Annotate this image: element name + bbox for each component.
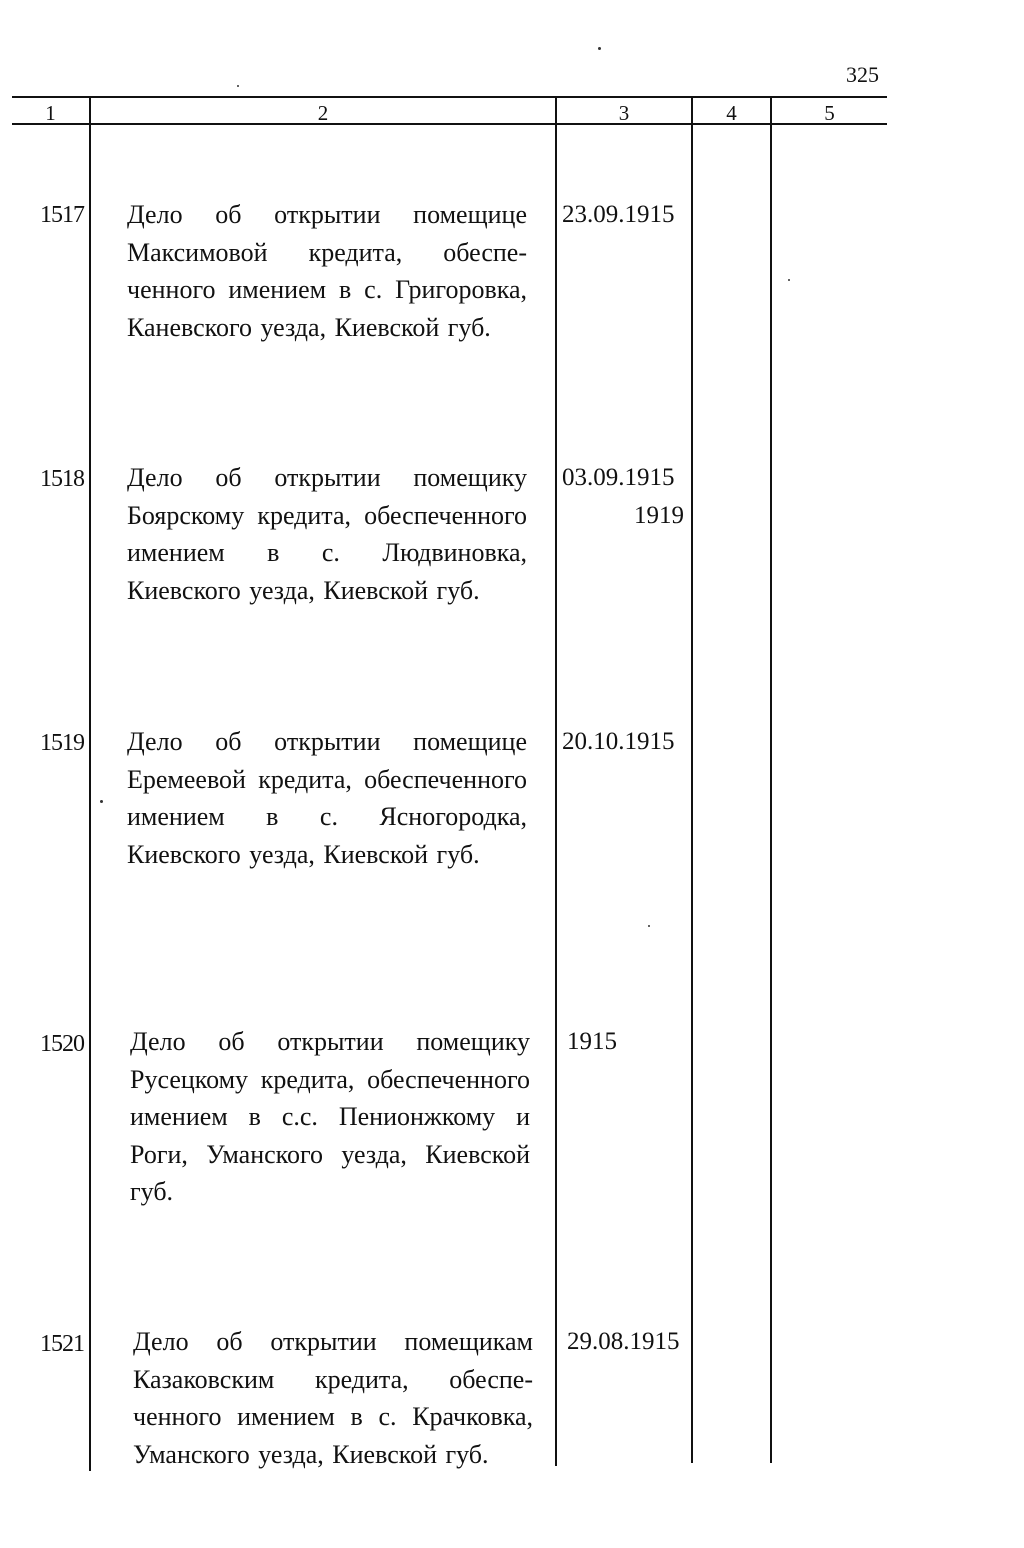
record-dates [562,723,684,761]
record-date: 29.08.1915 [567,1328,680,1355]
scan-speck [788,279,790,281]
column-header-1: 1 [45,101,56,125]
column-rule-4 [770,97,772,1463]
record-dates [567,1323,689,1361]
column-rule-3 [691,97,693,1463]
record-date: 1919 [634,502,684,529]
record-number: 1518 [40,466,84,492]
column-header-4: 4 [726,101,737,125]
scan-speck [100,800,103,803]
record-number: 1517 [40,202,84,228]
column-header-5: 5 [824,101,835,125]
record-title: Дело об открытии помещикам Казаковским кредита, обеспеченного имением в с. Крачковка, Уманского уезда, Киевской губ. [133,1327,533,1469]
record-number: 1520 [40,1031,84,1057]
record-number: 1521 [40,1331,84,1357]
column-header-3: 3 [618,101,630,125]
column-header-2: 2 [317,101,329,125]
record-title: Дело об открытии помещику Русецкому кредита, обеспеченного имением в с.с. Пенионжкому и Роги, Уманского уезда, Киевской губ. [130,1027,530,1206]
record-date: 1915 [567,1028,617,1055]
record-title: Дело об открытии помещице Максимовой кредита, обеспеченного имением в с. Григоровка, Каневского уезда, Киевской губ. [127,200,527,342]
column-rule-2 [555,97,557,1466]
record-dates [562,459,684,535]
scan-speck [648,925,650,927]
record-date: 03.09.1915 [562,464,675,491]
record-date: 20.10.1915 [562,728,675,755]
record-date: 23.09.1915 [562,201,675,228]
page-number: 325 [846,62,879,87]
scan-speck [237,85,239,87]
table-top-rule [12,96,887,98]
record-number: 1519 [40,730,84,756]
scan-speck [598,47,601,50]
record-dates [562,196,684,234]
record-title: Дело об открытии помещику Боярскому кредита, обеспеченного имением в с. Людвиновка, Киевского уезда, Киевской губ. [127,463,527,605]
record-title: Дело об открытии помещице Еремеевой кредита, обеспеченного имением в с. Ясногородка, Киевского уезда, Киевской губ. [127,727,527,869]
column-rule-1 [89,97,91,1471]
record-dates [567,1023,689,1061]
